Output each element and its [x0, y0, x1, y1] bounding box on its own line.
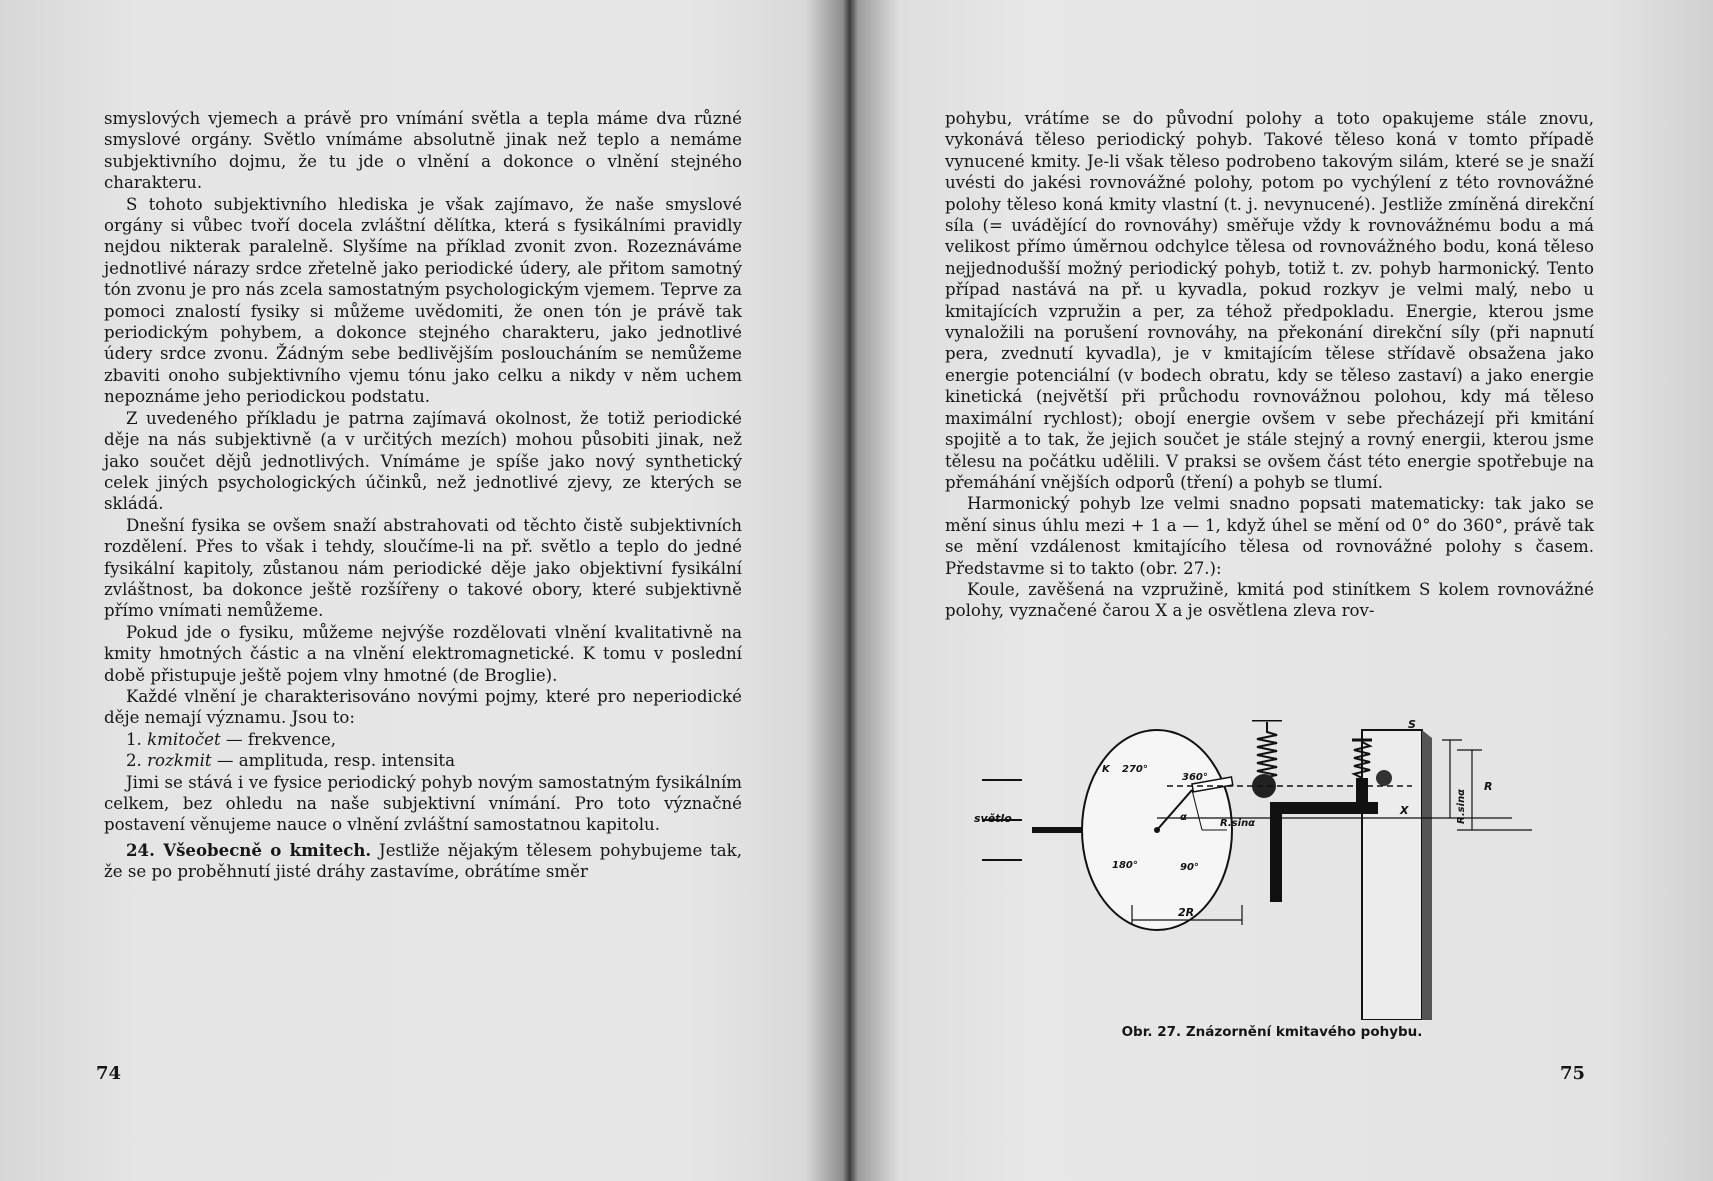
deg-label: 360°	[1182, 772, 1208, 783]
two-r-label: 2R	[1178, 906, 1195, 919]
right-page	[852, 0, 1713, 1181]
list-term: rozkmit	[147, 751, 212, 771]
paragraph: Koule, zavěšená na vzpružině, kmitá pod stinítkem S kolem rovnovážné polohy, vyznačené čarou X a je osvětlena zleva rov-	[945, 579, 1594, 621]
page-number: 75	[1560, 1063, 1586, 1084]
list-item	[126, 729, 742, 750]
ball-shadow	[1376, 770, 1392, 786]
section-text: Jestliže nějakým tělesem pohybujeme tak, že se po proběhnutí jisté dráhy zastavíme, obrátíme směr	[104, 840, 742, 882]
figure-27	[952, 720, 1592, 1045]
deg-label: 180°	[1112, 860, 1138, 871]
x-line-shadow	[1270, 802, 1378, 814]
left-page-text	[104, 108, 742, 883]
list-item	[126, 750, 742, 771]
right-page-text	[945, 108, 1594, 622]
x-label: X	[1400, 804, 1409, 817]
alpha-label: α	[1180, 812, 1187, 823]
deg-label: 90°	[1180, 862, 1199, 873]
page-number: 74	[96, 1063, 122, 1084]
list-text: — frekvence,	[220, 729, 337, 749]
k-label: K	[1102, 764, 1110, 775]
list-text: — amplituda, resp. intensita	[211, 751, 455, 771]
r-sin-vertical-label: R.sinα	[1456, 788, 1467, 824]
list-number: 1.	[126, 729, 142, 749]
paragraph: Harmonický pohyb lze velmi snadno popsati matematicky: tak jako se mění sinus úhlu mezi + 1 a — 1, když úhel se mění od 0° do 360°, právě tak se mění vzdálenost kmitajícího tělesa od rovnovážné polohy s časem. Představme si to takto (obr. 27.):	[945, 494, 1594, 578]
paragraph: S tohoto subjektivního hlediska je však zajímavo, že naše smyslové orgány si vůbec tvoří docela zvláštní dělítka, která s fysikálními pravidly nejdou nikterak paralelně. Slyšíme na příklad zvonit zvon. Rozeznáváme jednotlivé nárazy srdce zřetelně jako periodické údery, ale přitom samotný tón zvonu je pro nás zcela samostatným psychologickým vjemem. Teprve za pomoci znalostí fysiky si můžeme uvědomiti, že onen tón je právě tak periodickým pohybem, a dokonce stejného charakteru, jako jednotlivé údery srdce zvonu. Žádným sebe bedlivějším posloucháním se nemůžeme zbaviti onoho subjektivního vjemu tónu jako celku a nikdy v něm uchem nepoznáme jeho periodickou podstatu.	[104, 194, 742, 407]
paragraph: Každé vlnění je charakterisováno novými pojmy, které pro neperiodické děje nemají významu. Jsou to:	[104, 686, 742, 728]
paragraph: Dnešní fysika se ovšem snaží abstrahovati od těchto čistě subjektivních rozdělení. Přes to však i tehdy, sloučíme-li na př. světlo a teplo do jedné fysikální kapitoly, zůstanou nám periodické děje jako objektivní fysikální zvláštnost, ba dokonce ještě rozšířeny o takové obory, které subjektivně přímo vnímati nemůžeme.	[104, 515, 742, 621]
screen-front	[1362, 730, 1422, 1020]
light-label: světlo	[974, 812, 1012, 825]
r-sin-label: R.sinα	[1220, 818, 1256, 829]
left-page	[0, 0, 848, 1181]
paragraph: Pokud jde o fysiku, můžeme nejvýše rozdělovati vlnění kvalitativně na kmity hmotných částic a na vlnění elektromagnetické. K tomu v poslední době přistupuje ještě pojem vlny hmotné (de Broglie).	[104, 622, 742, 685]
list-term: kmitočet	[147, 729, 221, 749]
spring	[1257, 722, 1277, 782]
paragraph: Jimi se stává i ve fysice periodický pohyb novým samostatným fysikálním celkem, bez ohledu na naše subjektivní vnímání. Pro toto význačné postavení věnujeme nauce o vlnění zvláštní samostatnou kapitolu.	[104, 772, 742, 835]
oscillation-diagram	[952, 720, 1592, 1020]
list-number: 2.	[126, 751, 142, 771]
section-paragraph	[104, 840, 742, 883]
screen-label: S	[1408, 720, 1416, 731]
paragraph: smyslových vjemech a právě pro vnímání světla a tepla máme dva různé smyslové orgány. Světlo vnímáme absolutně jinak než teplo a nemáme subjektivního dojmu, že tu jde o vlnění a dokonce o vlnění stejného charakteru.	[104, 109, 742, 193]
figure-caption: Obr. 27. Znázornění kmitavého pohybu.	[1121, 1024, 1423, 1040]
screen-edge	[1422, 730, 1432, 1020]
r-label: R	[1484, 780, 1493, 793]
paragraph: Z uvedeného příkladu je patrna zajímavá okolnost, že totiž periodické děje na nás subjektivně (a v určitých mezích) mohou působiti jinak, než jako součet dějů jednotlivých. Vnímáme je spíše jako nový synthetický celek jiných psychologických účinků, než jednotlivé zjevy, ze kterých se skládá.	[104, 408, 742, 514]
deg-label: 270°	[1122, 764, 1148, 775]
paragraph: pohybu, vrátíme se do původní polohy a toto opakujeme stále znovu, vykonává těleso periodický pohyb. Takové těleso koná v tomto případě vynucené kmity. Je-li však těleso podrobeno takovým silám, které se je snaží uvésti do jakési rovnovážné polohy, potom po vychýlení z této rovnovážné polohy těleso koná kmity vlastní (t. j. nevynucené). Jestliže zmíněná direkční síla (= uvádějící do rovnováhy) směřuje vždy k rovnovážnému bodu a má velikost přímo úměrnou odchylce tělesa od rovnovážného bodu, koná těleso nejjednodušší možný periodický pohyb, totiž t. zv. pohyb harmonický. Tento případ nastává na př. u kyvadla, pokud rozkyv je velmi malý, nebo u kmitajících vzpružin a per, za téhož předpokladu. Energie, kterou jsme vynaložili na porušení rovnováhy, na překonání direkční síly (při napnutí pera, zvednutí kyvadla), je v kmitajícím tělese střídavě obsažena jako energie potenciální (v bodech obratu, kdy se těleso zastaví) a jako energie kinetická (největší při průchodu rovnovážnou polohou, kdy má těleso maximální rychlost); obojí energie ovšem v sebe přecházejí při kmitání spojitě a to tak, že jejich součet je stále stejný a rovný energii, kterou jsme tělesu na počátku udělili. V praksi se ovšem část této energie spotřebuje na přemáhání vnějších odporů (tření) a pohyb se tlumí.	[945, 109, 1594, 492]
section-heading: 24. Všeobecně o kmitech.	[126, 839, 372, 860]
